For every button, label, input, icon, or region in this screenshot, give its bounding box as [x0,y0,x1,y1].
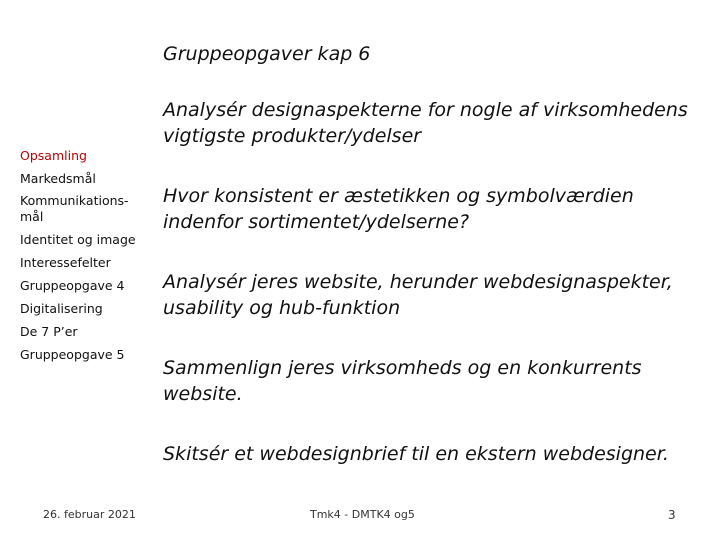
content-list [163,97,708,501]
content-item: Analysér designaspekterne for nogle af virksomhedens vigtigste produkter/ydelser [163,99,688,147]
sidebar-item-gruppeopgave-4[interactable]: Gruppeopgave 4 [20,278,125,293]
sidebar-nav [20,144,150,366]
sidebar-item-gruppeopgave-5[interactable]: Gruppeopgave 5 [20,347,125,362]
sidebar-item-kommunikationsmal[interactable]: Kommunikations-mål [20,193,129,224]
sidebar-item-interessefelter[interactable]: Interessefelter [20,255,111,270]
sidebar-item-digitalisering[interactable]: Digitalisering [20,301,103,316]
footer-date: 26. februar 2021 [43,508,136,521]
sidebar-item-opsamling[interactable]: Opsamling [20,148,87,163]
content-item: Skitsér et webdesignbrief til en ekstern webdesigner. [163,443,669,465]
slide-title: Gruppeopgaver kap 6 [163,43,371,65]
sidebar-item-de-7-per[interactable]: De 7 P’er [20,324,78,339]
sidebar-item-identitet[interactable]: Identitet og image [20,232,136,247]
content-item: Hvor konsistent er æstetikken og symbolværdien indenfor sortimentet/ydelserne? [163,185,634,233]
content-item: Sammenlign jeres virksomheds og en konkurrents website. [163,357,642,405]
sidebar-item-markedsmal[interactable]: Markedsmål [20,171,96,186]
footer-course: Tmk4 - DMTK4 og5 [310,508,415,521]
content-item: Analysér jeres website, herunder webdesignaspekter, usability og hub-funktion [163,271,673,319]
page-number: 3 [668,508,676,522]
